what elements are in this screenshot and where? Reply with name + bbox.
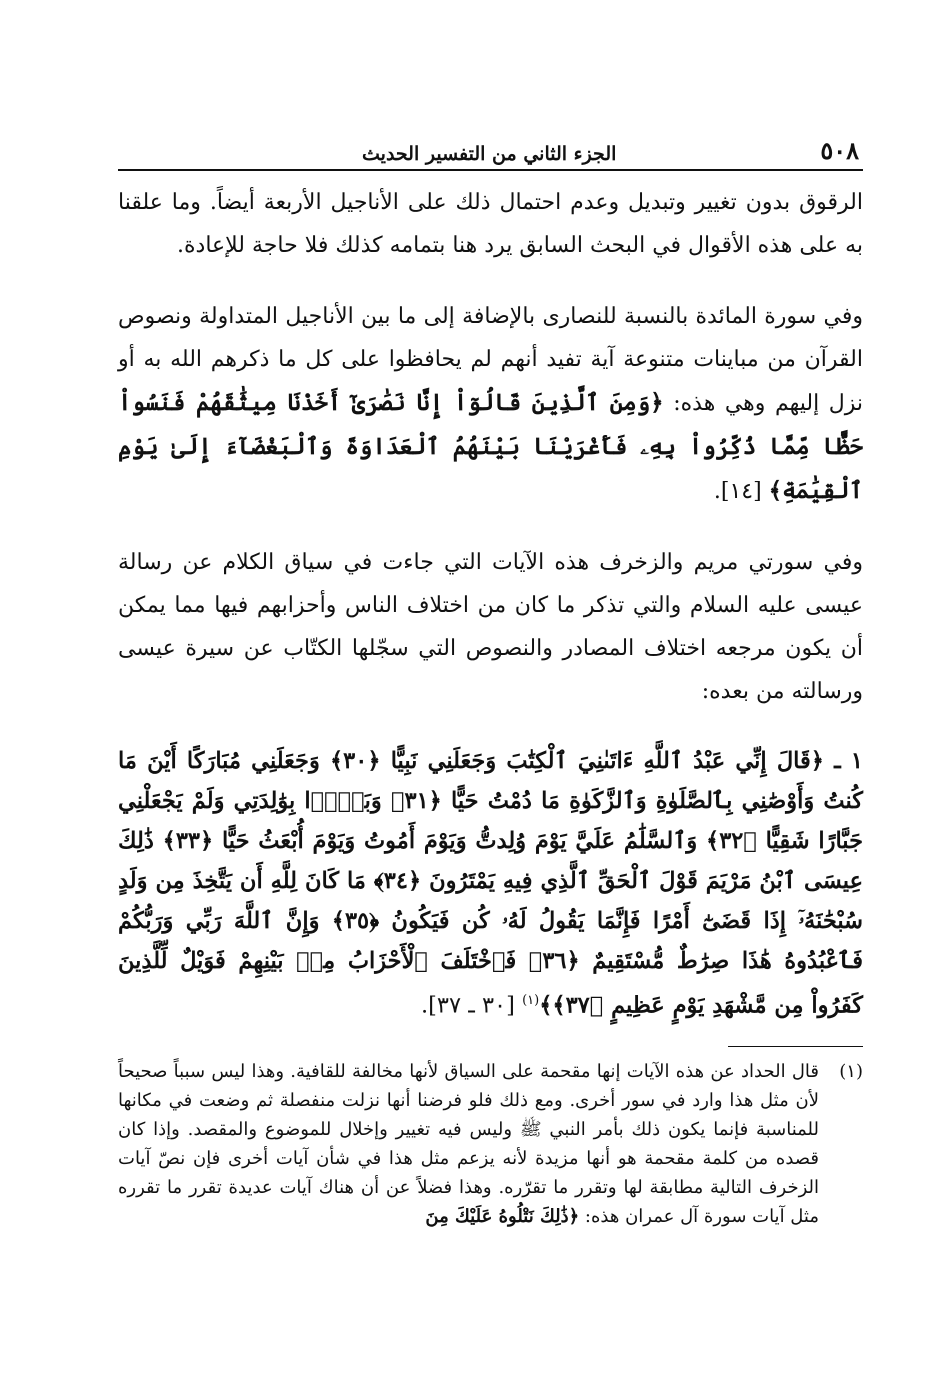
verse-reference: [١٤]. bbox=[713, 479, 769, 504]
running-title: الجزء الثاني من التفسير الحديث bbox=[362, 143, 617, 165]
page-number: ٥٠٨ bbox=[820, 136, 859, 165]
page-header bbox=[118, 125, 863, 171]
paragraph-2-intro: وفي سورة المائدة بالنسبة للنصارى بالإضافة إلى ما بين الأناجيل المتداولة ونصوص القرآن من مباينات متنوعة آية تفيد أنهم لم يحافظوا على كل ما ذكرهم الله به أو نزل إليهم وهي هذه: bbox=[118, 304, 864, 416]
footnote bbox=[118, 1057, 863, 1231]
quran-quote-maida: ﴿وَمِنَ ٱلَّذِينَ قَالُوٓاْ إِنَّا نَصَٰرَىٰٓ أَخَذْنَا مِيثَٰقَهُمْ فَنَسُواْ حَظًّا مِّمَّا ذُكِّرُواْ بِهِۦ فَأَغْرَيْنَا بَيْنَهُمُ ٱلْعَدَاوَةَ وَٱلْبَغْضَآءَ إِلَىٰ يَوْمِ ٱلْقِيَٰمَةِ﴾ bbox=[118, 389, 863, 504]
book-page bbox=[118, 125, 863, 1275]
footnote-quran-tail: ﴿ذَٰلِكَ نَتْلُوهُ عَلَيْكَ مِنَ bbox=[425, 1205, 580, 1227]
footnote-text-block bbox=[118, 1057, 819, 1231]
main-text bbox=[118, 181, 863, 713]
footnote-text: قال الحداد عن هذه الآيات إنها مقحمة على السياق لأنها مخالفة للقافية. وهذا ليس سبباً صحيحاً لأن مثل هذا وارد في سور أخرى. ومع ذلك فلو فرضنا أنها نزلت منفصلة ثم وضعت في مكانها للمناسبة فإنما يكون ذلك بأمر النبي ﷺ وليس فيه تغيير وإخلال للموضوع والمقصد. وإذا كان قصده من كلمة مقحمة هو أنها مزيدة لأنه يزعم مثل هذا في شأن آيات أخرى فإن نصّ آيات الزخرف التالية مطابقة لها وتقرر ما تقرّره. وهذا فضلاً عن أن هناك آيات عديدة تقرر ما تقرره مثل آيات سورة آل عمران هذه: bbox=[118, 1060, 819, 1227]
paragraph-2 bbox=[118, 295, 863, 513]
footnote-marker: (١) bbox=[522, 993, 540, 1008]
quran-verses-maryam: ﴿قَالَ إِنِّي عَبْدُ ٱللَّهِ ءَاتَىٰنِيَ ٱلْكِتَٰبَ وَجَعَلَنِي نَبِيًّا ﴿٣٠﴾ وَجَعَلَنِي مُبَارَكًا أَيْنَ مَا كُنتُ وَأَوْصَٰنِي بِٱلصَّلَوٰةِ وَٱلزَّكَوٰةِ مَا دُمْتُ حَيًّا ﴿٣١﴾ وَبَرًّۢا بِوَٰلِدَتِي وَلَمْ يَجْعَلْنِي جَبَّارًا شَقِيًّا ﴿٣٢﴾ وَٱلسَّلَٰمُ عَلَيَّ يَوْمَ وُلِدتُّ وَيَوْمَ أَمُوتُ وَيَوْمَ أُبْعَثُ حَيًّا ﴿٣٣﴾ ذَٰلِكَ عِيسَى ٱبْنُ مَرْيَمَ قَوْلَ ٱلْحَقِّ ٱلَّذِي فِيهِ يَمْتَرُونَ ﴿٣٤﴾ مَا كَانَ لِلَّهِ أَن يَتَّخِذَ مِن وَلَدٍ سُبْحَٰنَهُۥٓ إِذَا قَضَىٰٓ أَمْرًا فَإِنَّمَا يَقُولُ لَهُۥ كُن فَيَكُونُ ﴿٣٥﴾ وَإِنَّ ٱللَّهَ رَبِّي وَرَبُّكُمْ فَٱعْبُدُوهُ هَٰذَا صِرَٰطٌ مُّسْتَقِيمٌ ﴿٣٦﴾ فَٱخْتَلَفَ ٱلْأَحْزَابُ مِنۢ بَيْنِهِمْ فَوَيْلٌ لِّلَّذِينَ كَفَرُواْ مِن مَّشْهَدِ يَوْمٍ عَظِيمٍ ﴿٣٧﴾﴾ bbox=[118, 748, 864, 1019]
footnote-divider bbox=[728, 1046, 863, 1047]
verses-reference: [٣٠ ـ ٣٧]. bbox=[420, 992, 523, 1019]
paragraph-3: وفي سورتي مريم والزخرف هذه الآيات التي جاءت في سياق الكلام عن رسالة عيسى عليه السلام والتي تذكر ما كان من اختلاف الناس وأحزابهم فيها مما يمكن أن يكون مرجعه اختلاف المصادر والنصوص التي سجّلها الكتّاب عن سيرة عيسى ورسالته من بعده: bbox=[118, 550, 863, 704]
quran-verses-block bbox=[118, 741, 863, 1026]
footnote-number: (١) bbox=[839, 1060, 863, 1082]
paragraph-1: الرقوق بدون تغيير وتبديل وعدم احتمال ذلك على الأناجيل الأربعة أيضاً. وما علقنا به على هذه الأقوال في البحث السابق يرد هنا بتمامه كذلك فلا حاجة للإعادة. bbox=[118, 190, 863, 258]
verse-item-number: ١ ـ bbox=[823, 748, 863, 774]
